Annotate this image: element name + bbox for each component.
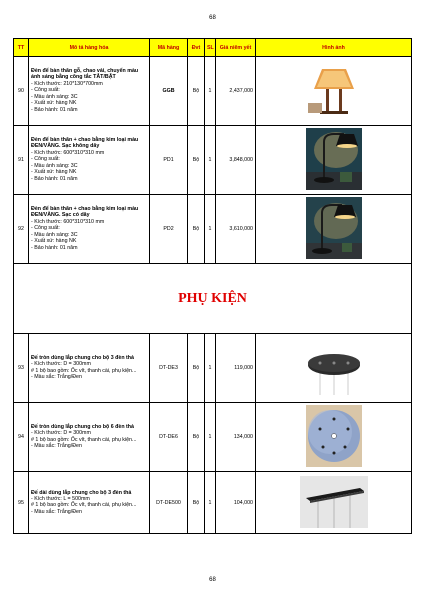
header-code: Mã hàng [150, 39, 188, 57]
row-image-cell [256, 472, 412, 534]
header-image: Hình ảnh [256, 39, 412, 57]
row-description [29, 472, 150, 534]
row-line: - Màu ánh sáng: 3C [31, 162, 78, 169]
row-line: # 1 bộ bao gồm: Ốc vít, thanh cài, phụ kiện... [31, 502, 137, 509]
row-unit: Bộ [188, 403, 205, 472]
header-row [14, 39, 412, 57]
table-row [14, 334, 412, 403]
row-description [29, 403, 150, 472]
row-unit: Bộ [188, 472, 205, 534]
row-qty: 1 [205, 334, 216, 403]
row-price: 3,848,000 [216, 126, 256, 195]
header-description: Mô tả hàng hóa [29, 39, 150, 57]
row-tt: 92 [14, 195, 29, 264]
row-line: # 1 bộ bao gồm: Ốc vít, thanh cài, phụ kiện... [31, 436, 137, 443]
row-tt: 90 [14, 57, 29, 126]
row-qty: 1 [205, 57, 216, 126]
round-canopy-3-image [306, 336, 362, 398]
row-unit: Bộ [188, 195, 205, 264]
row-line: - Kích thước: D = 300mm [31, 361, 91, 368]
section-row [14, 264, 412, 334]
header-price: Giá niêm yết [216, 39, 256, 57]
section-title: PHỤ KIỆN [178, 290, 247, 306]
black-metal-desk-lamp-image [306, 197, 362, 259]
row-code: PD2 [150, 195, 188, 264]
row-line: - Xuất xứ: hàng NK [31, 238, 77, 245]
row-line: - Xuất xứ: hàng NK [31, 100, 77, 107]
row-tt: 93 [14, 334, 29, 403]
row-title: Đèn để bàn thân + chao bằng kim loại màu ĐEN/VÀNG. Sạc không dây [31, 137, 139, 150]
table-row [14, 126, 412, 195]
row-price: 3,610,000 [216, 195, 256, 264]
row-line: - Màu sắc: Trắng/Đen [31, 508, 82, 515]
row-qty: 1 [205, 195, 216, 264]
row-title: Đèn để bàn thân + chao bằng kim loại màu ĐEN/VÀNG. Sạc có dây [31, 206, 139, 219]
row-title: Đèn để bàn thân gỗ, chao vải, chuyển màu ánh sáng bằng công tắc TẮT/BẬT [31, 68, 139, 81]
row-code: PD1 [150, 126, 188, 195]
row-description [29, 334, 150, 403]
black-metal-desk-lamp-image [306, 128, 362, 190]
row-image-cell [256, 334, 412, 403]
row-line: - Công suất: [31, 87, 60, 94]
header-qty: SL [205, 39, 216, 57]
row-tt: 91 [14, 126, 29, 195]
row-line: - Màu sắc: Trắng/Đen [31, 443, 82, 450]
row-line: - Kích thước: D = 300mm [31, 430, 91, 437]
row-unit: Bộ [188, 334, 205, 403]
row-line: - Màu sắc: Trắng/Đen [31, 374, 82, 381]
row-price: 134,000 [216, 403, 256, 472]
row-line: - Màu ánh sáng: 3C [31, 93, 78, 100]
section-cell [14, 264, 412, 334]
row-title: Đế dài dùng lắp chung cho bộ 3 đèn thả [31, 489, 132, 496]
row-code: DT-DE500 [150, 472, 188, 534]
row-line: - Bảo hành: 01 năm [31, 175, 78, 182]
table-row [14, 195, 412, 264]
row-line: - Công suất: [31, 156, 60, 163]
table-row [14, 403, 412, 472]
row-description [29, 57, 150, 126]
row-line: - Công suất: [31, 225, 60, 232]
row-line: - Bảo hành: 01 năm [31, 244, 78, 251]
header-tt: TT [14, 39, 29, 57]
row-code: DT-DE6 [150, 403, 188, 472]
row-line: - Bảo hành: 01 năm [31, 106, 78, 113]
row-price: 2,437,000 [216, 57, 256, 126]
wood-fabric-table-lamp-image [306, 59, 362, 121]
page-number-bottom: 68 [209, 577, 216, 583]
row-code: GGB [150, 57, 188, 126]
row-description [29, 126, 150, 195]
row-line: - Kích thước: L = 500mm [31, 495, 90, 502]
row-unit: Bộ [188, 126, 205, 195]
row-title: Đế tròn dùng lắp chung cho bộ 6 đèn thả [31, 424, 134, 431]
row-line: - Màu ánh sáng: 3C [31, 231, 78, 238]
row-line: - Xuất xứ: hàng NK [31, 169, 77, 176]
table-row [14, 57, 412, 126]
row-image-cell [256, 126, 412, 195]
linear-canopy-image [300, 476, 368, 528]
row-price: 119,000 [216, 334, 256, 403]
header-unit: Đvt [188, 39, 205, 57]
row-price: 104,000 [216, 472, 256, 534]
row-qty: 1 [205, 126, 216, 195]
row-tt: 94 [14, 403, 29, 472]
row-code: DT-DE3 [150, 334, 188, 403]
row-title: Đế tròn dùng lắp chung cho bộ 3 đèn thả [31, 355, 134, 362]
product-table [13, 38, 412, 534]
row-image-cell [256, 57, 412, 126]
table-row [14, 472, 412, 534]
row-line: - Kích thước: 210*130*700mm [31, 80, 103, 87]
row-image-cell [256, 403, 412, 472]
row-qty: 1 [205, 472, 216, 534]
row-description [29, 195, 150, 264]
row-line: - Kích thước: 600*310*310 mm [31, 218, 105, 225]
row-tt: 95 [14, 472, 29, 534]
page-number-top: 68 [209, 15, 216, 21]
row-unit: Bộ [188, 57, 205, 126]
row-qty: 1 [205, 403, 216, 472]
row-line: # 1 bộ bao gồm: Ốc vít, thanh cài, phụ kiện... [31, 367, 137, 374]
round-canopy-6-image [306, 405, 362, 467]
row-image-cell [256, 195, 412, 264]
row-line: - Kích thước: 600*310*310 mm [31, 149, 105, 156]
